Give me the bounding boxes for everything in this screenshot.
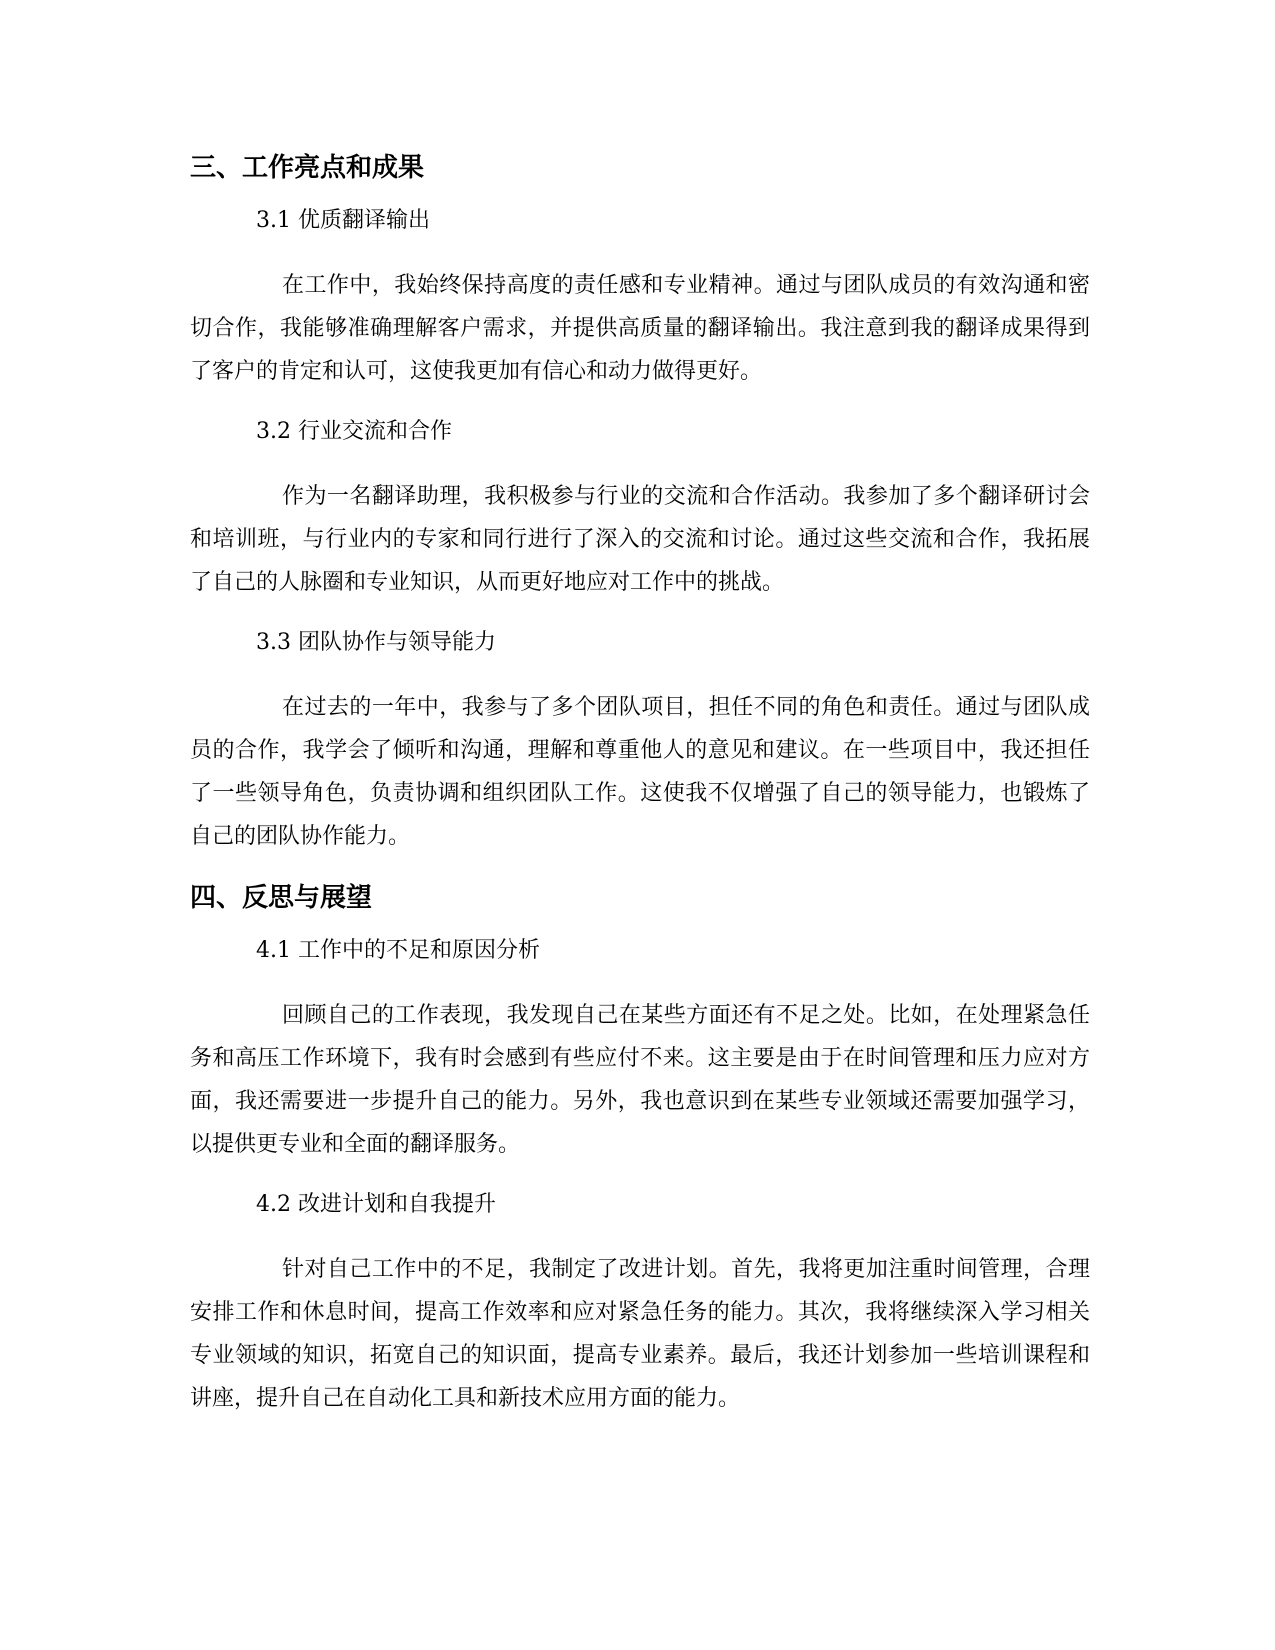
body-paragraph: 在工作中，我始终保持高度的责任感和专业精神。通过与团队成员的有效沟通和密切合作，我能够准确理解客户需求，并提供高质量的翻译输出。我注意到我的翻译成果得到了客户的肯定和认可，这使我更加有信心和动力做得更好。: [190, 273, 1090, 384]
subsection-title: 4.2 改进计划和自我提升: [256, 1192, 496, 1217]
body-paragraph: 回顾自己的工作表现，我发现自己在某些方面还有不足之处。比如，在处理紧急任务和高压工作环境下，我有时会感到有些应付不来。这主要是由于在时间管理和压力应对方面，我还需要进一步提升自己的能力。另外，我也意识到在某些专业领域还需要加强学习，以提供更专业和全面的翻译服务。: [190, 1003, 1090, 1157]
subsection-title: 3.1 优质翻译输出: [256, 208, 430, 233]
body-paragraph: 针对自己工作中的不足，我制定了改进计划。首先，我将更加注重时间管理，合理安排工作和休息时间，提高工作效率和应对紧急任务的能力。其次，我将继续深入学习相关专业领域的知识，拓宽自己的知识面，提高专业素养。最后，我还计划参加一些培训课程和讲座，提升自己在自动化工具和新技术应用方面的能力。: [190, 1257, 1090, 1411]
subsection-title: 3.2 行业交流和合作: [256, 419, 452, 444]
body-paragraph: 作为一名翻译助理，我积极参与行业的交流和合作活动。我参加了多个翻译研讨会和培训班，与行业内的专家和同行进行了深入的交流和讨论。通过这些交流和合作，我拓展了自己的人脉圈和专业知识，从而更好地应对工作中的挑战。: [190, 484, 1090, 595]
subsection-title: 3.3 团队协作与领导能力: [256, 630, 496, 655]
section-heading: 三、工作亮点和成果: [190, 153, 425, 183]
subsection-title: 4.1 工作中的不足和原因分析: [256, 938, 540, 963]
document-body: [190, 150, 1090, 1420]
section-heading: 四、反思与展望: [190, 883, 373, 913]
body-paragraph: 在过去的一年中，我参与了多个团队项目，担任不同的角色和责任。通过与团队成员的合作，我学会了倾听和沟通，理解和尊重他人的意见和建议。在一些项目中，我还担任了一些领导角色，负责协调和组织团队工作。这使我不仅增强了自己的领导能力，也锻炼了自己的团队协作能力。: [190, 695, 1090, 849]
